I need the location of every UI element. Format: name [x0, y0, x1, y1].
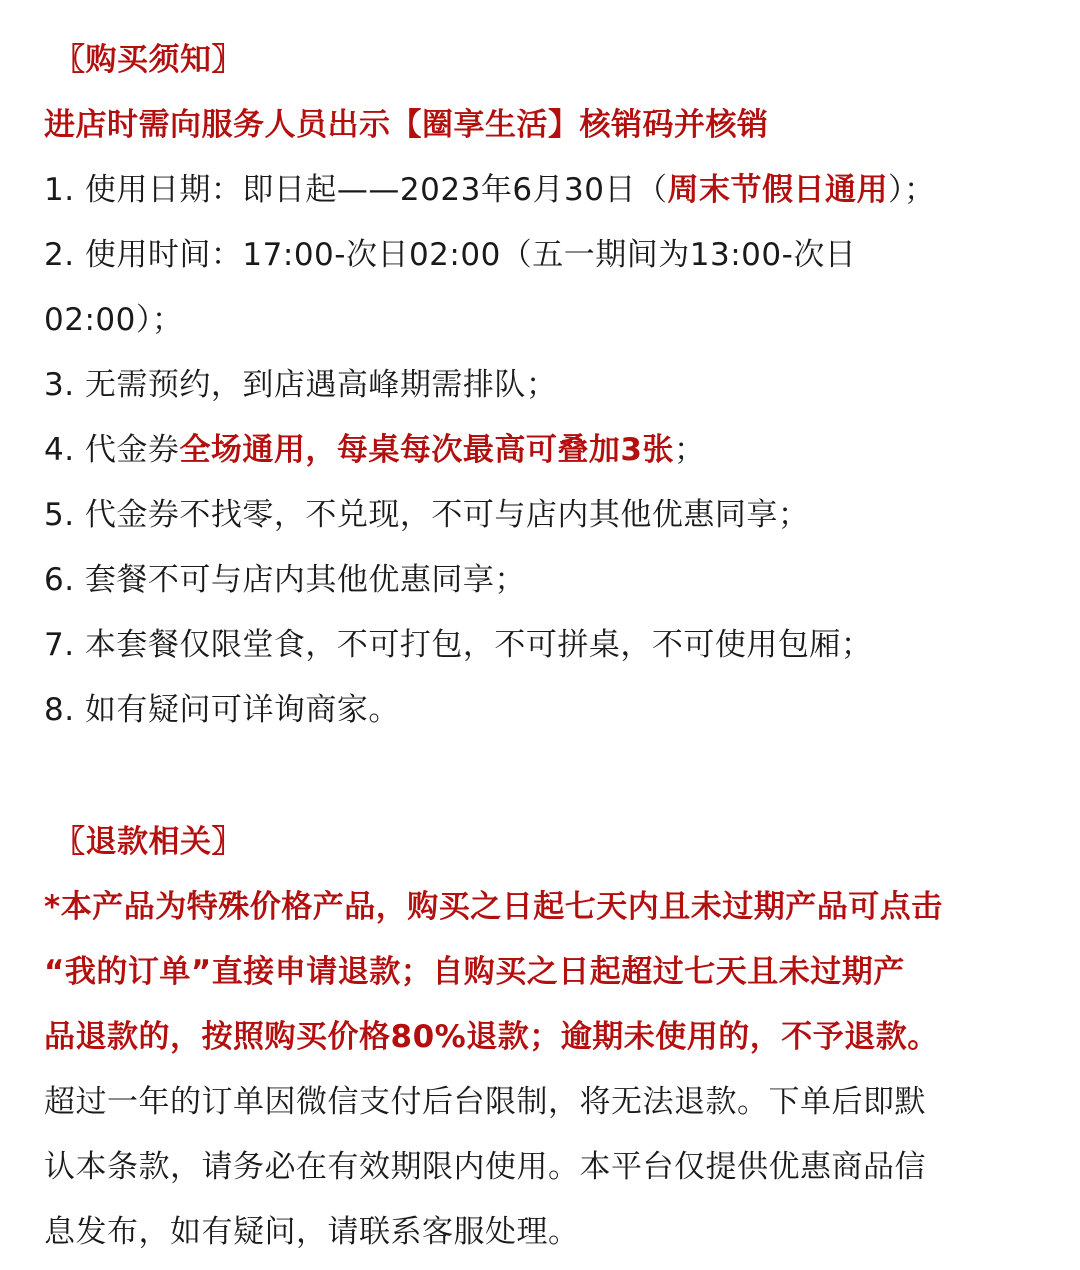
purchase-terms-document — [44, 28, 1044, 1265]
refund-policy-line3: 品退款的，按照购买价格80%退款；逾期未使用的，不予退款。 — [44, 1019, 939, 1055]
refund-policy-line2: “我的订单”直接申请退款；自购买之日起超过七天且未过期产 — [44, 954, 905, 990]
term-voucher-scope-highlight: 全场通用，每桌每次最高可叠加3张 — [179, 432, 675, 468]
refund-heading: 〖退款相关〗 — [54, 824, 243, 860]
term-usage-date-highlight: 周末节假日通用 — [667, 172, 888, 208]
term-usage-date-prefix: 1. 使用日期：即日起——2023年6月30日（ — [44, 172, 668, 208]
verification-notice: 进店时需向服务人员出示【圈享生活】核销码并核销 — [44, 107, 769, 143]
refund-note-line2: 认本条款，请务必在有效期限内使用。本平台仅提供优惠商品信 — [44, 1149, 926, 1185]
term-contact-merchant: 8. 如有疑问可详询商家。 — [44, 692, 400, 728]
term-usage-date-suffix: ）； — [888, 172, 936, 208]
term-no-change: 5. 代金券不找零，不兑现，不可与店内其他优惠同享； — [44, 497, 810, 533]
term-no-reservation: 3. 无需预约，到店遇高峰期需排队； — [44, 367, 558, 403]
refund-policy-line1: *本产品为特殊价格产品，购买之日起七天内且未过期产品可点击 — [44, 889, 943, 925]
purchase-notice-heading: 〖购买须知〗 — [54, 42, 243, 78]
term-voucher-scope-suffix: ； — [674, 432, 706, 468]
refund-note-line1: 超过一年的订单因微信支付后台限制，将无法退款。下单后即默 — [44, 1084, 926, 1120]
term-usage-time-line1: 2. 使用时间：17:00-次日02:00（五一期间为13:00-次日 — [44, 237, 857, 273]
section-spacer — [44, 743, 1044, 810]
term-dine-in-only: 7. 本套餐仅限堂食，不可打包，不可拼桌，不可使用包厢； — [44, 627, 873, 663]
term-voucher-scope-prefix: 4. 代金券 — [44, 432, 180, 468]
term-voucher-scope — [44, 418, 1044, 483]
term-usage-date — [44, 158, 1044, 223]
refund-note-line3: 息发布，如有疑问，请联系客服处理。 — [44, 1214, 580, 1250]
term-set-meal-exclusive: 6. 套餐不可与店内其他优惠同享； — [44, 562, 526, 598]
term-usage-time-line2: 02:00）； — [44, 302, 184, 338]
